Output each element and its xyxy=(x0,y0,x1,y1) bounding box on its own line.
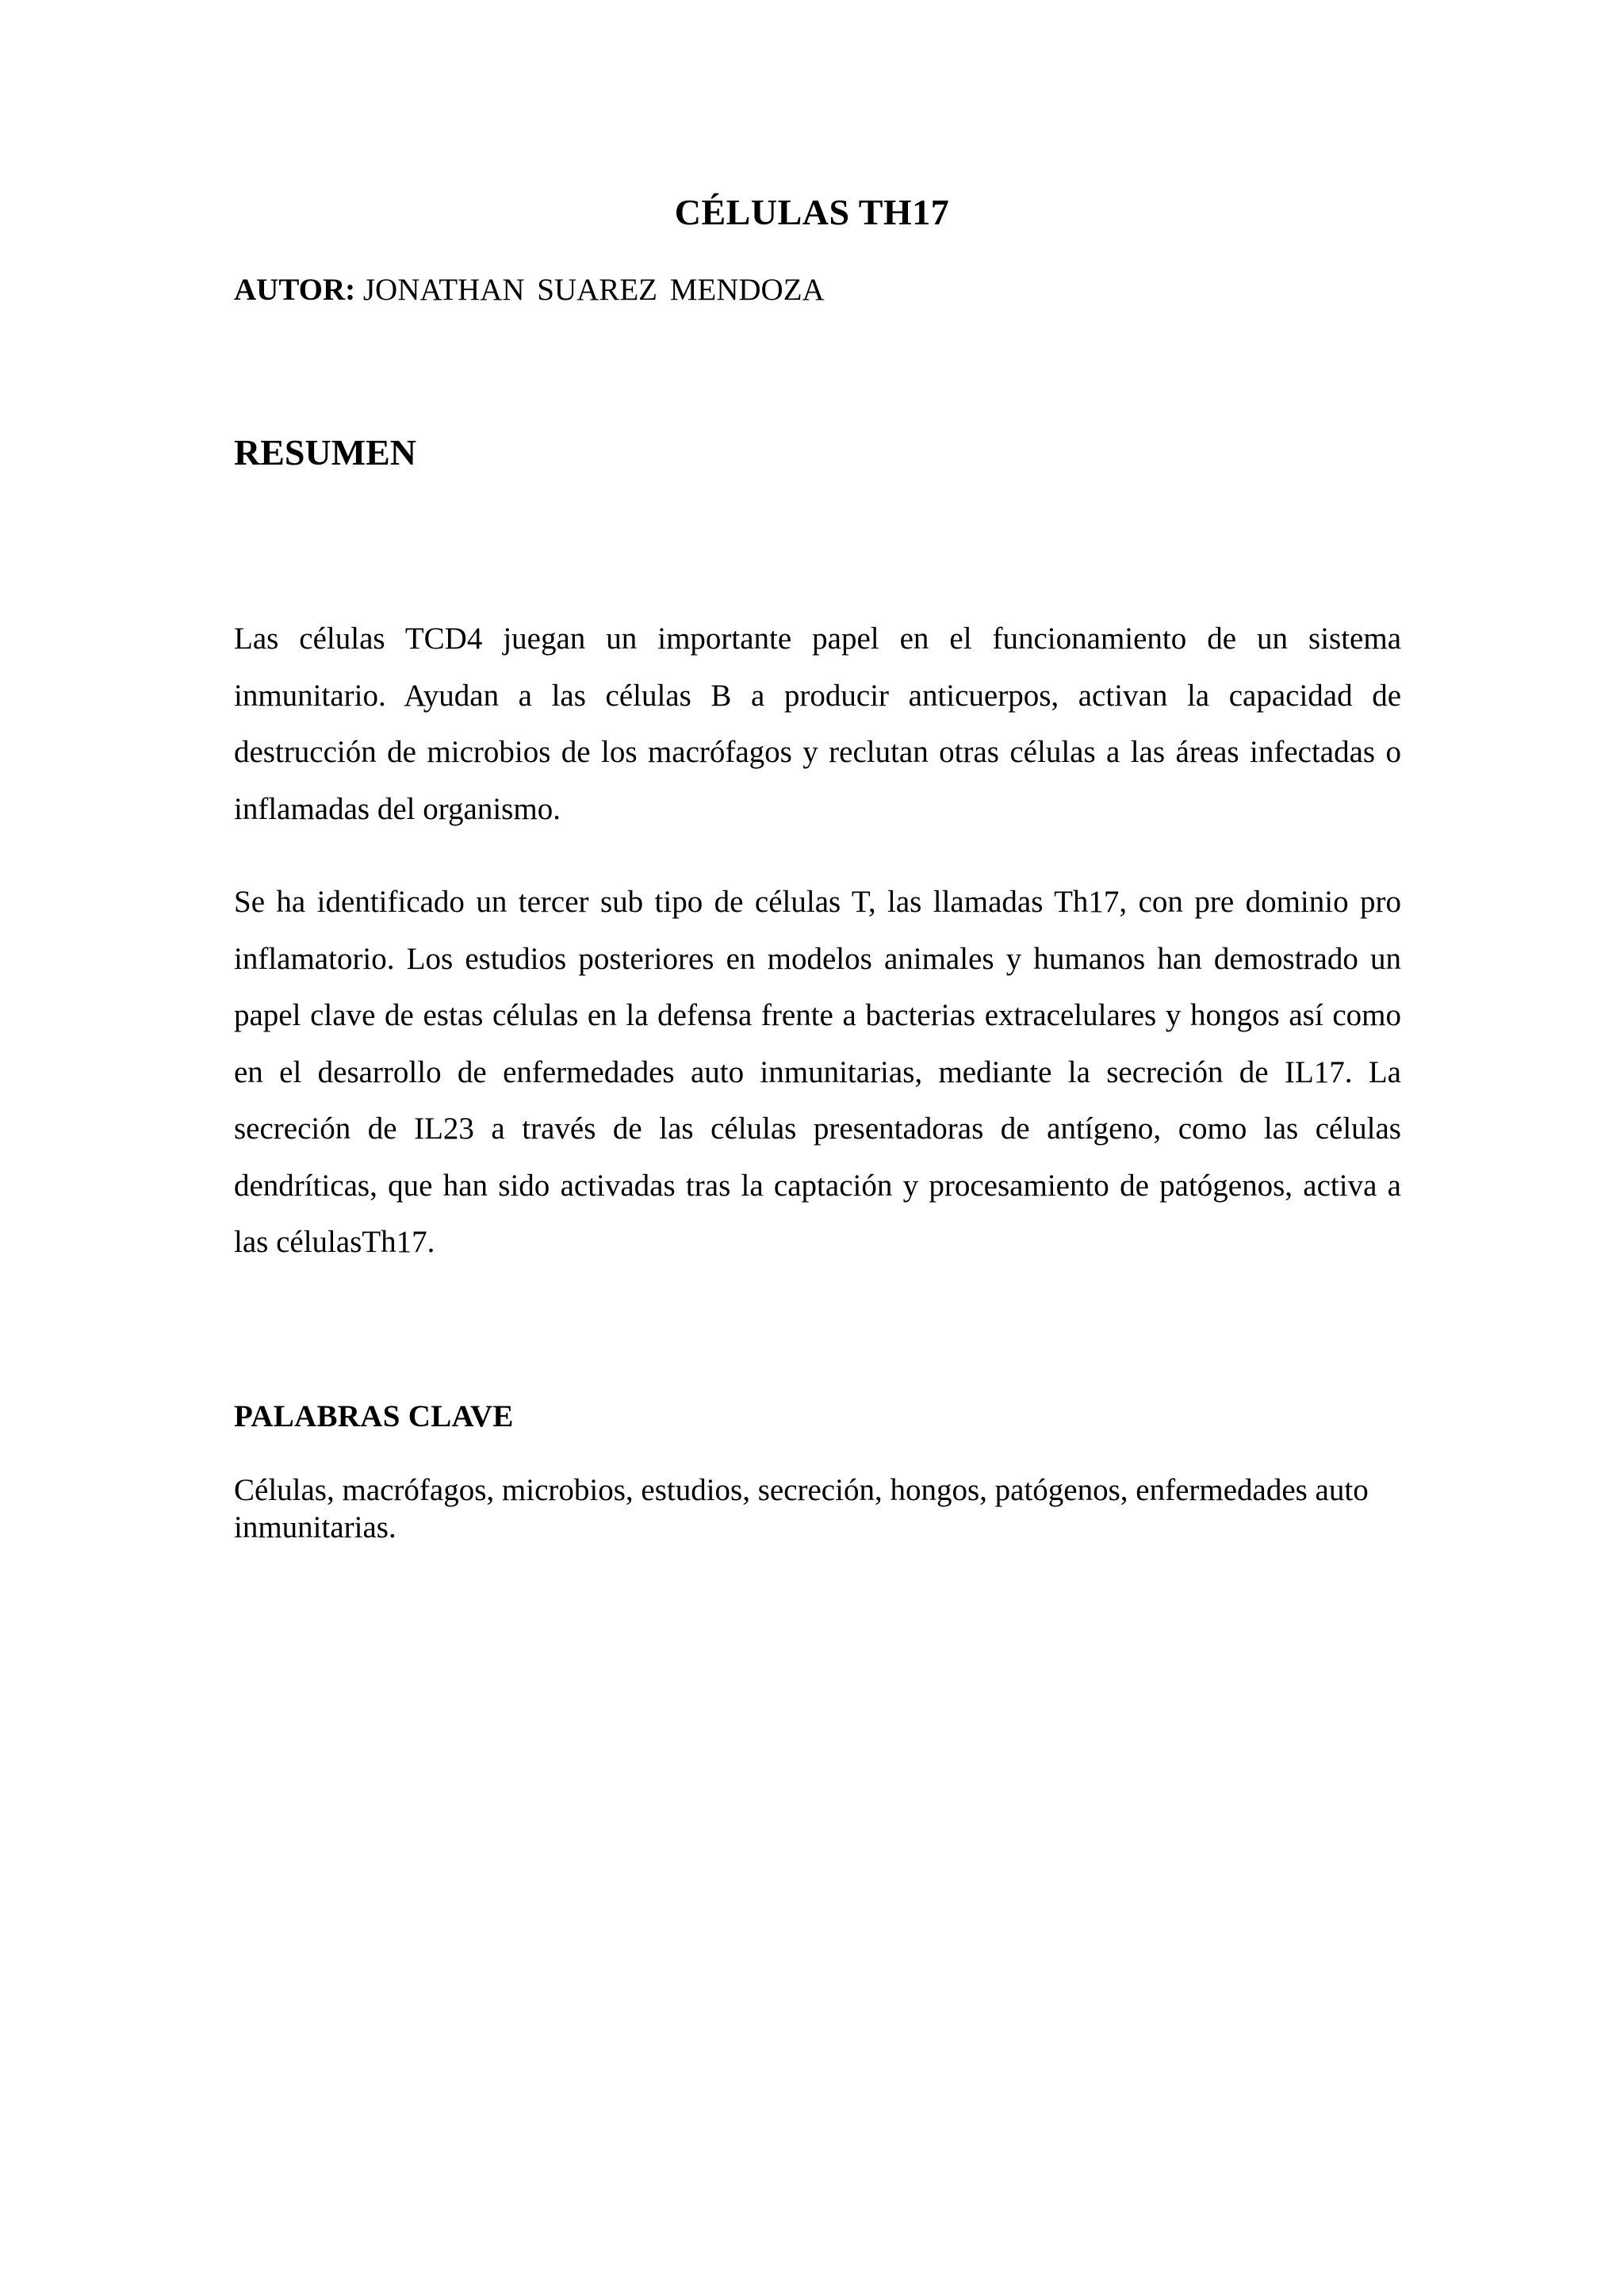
abstract-paragraph-1: Las células TCD4 juegan un importante papel en el funcionamiento de un sistema inmunitario. Ayudan a las células B a producir anticuerpos, activan la capacidad de destrucción de microbios de los macrófagos y reclutan otras células a las áreas infectadas o inflamadas del organismo. xyxy=(234,622,1401,826)
keywords-heading: PALABRAS CLAVE xyxy=(234,1399,514,1433)
author-line xyxy=(234,270,825,311)
document-title: CÉLULAS TH17 xyxy=(674,192,950,232)
abstract-heading: RESUMEN xyxy=(234,432,417,473)
abstract-paragraph-2: Se ha identificado un tercer sub tipo de células T, las llamadas Th17, con pre dominio pro inflamatorio. Los estudios posteriores en modelos animales y humanos han demostrado un papel clave de estas células en la defensa frente a bacterias extracelulares y hongos así como en el desarrollo de enfermedades auto inmunitarias, mediante la secreción de IL17. La secreción de IL23 a través de las células presentadoras de antígeno, como las células dendríticas, que han sido activadas tras la captación y procesamiento de patógenos, activa a las célulasTh17. xyxy=(234,885,1401,1259)
keywords-text: Células, macrófagos, microbios, estudios, secreción, hongos, patógenos, enfermedades auto inmunitarias. xyxy=(234,1473,1369,1544)
author-name: JONATHAN SUAREZ MENDOZA xyxy=(362,273,825,307)
author-label: AUTOR: xyxy=(234,273,356,307)
